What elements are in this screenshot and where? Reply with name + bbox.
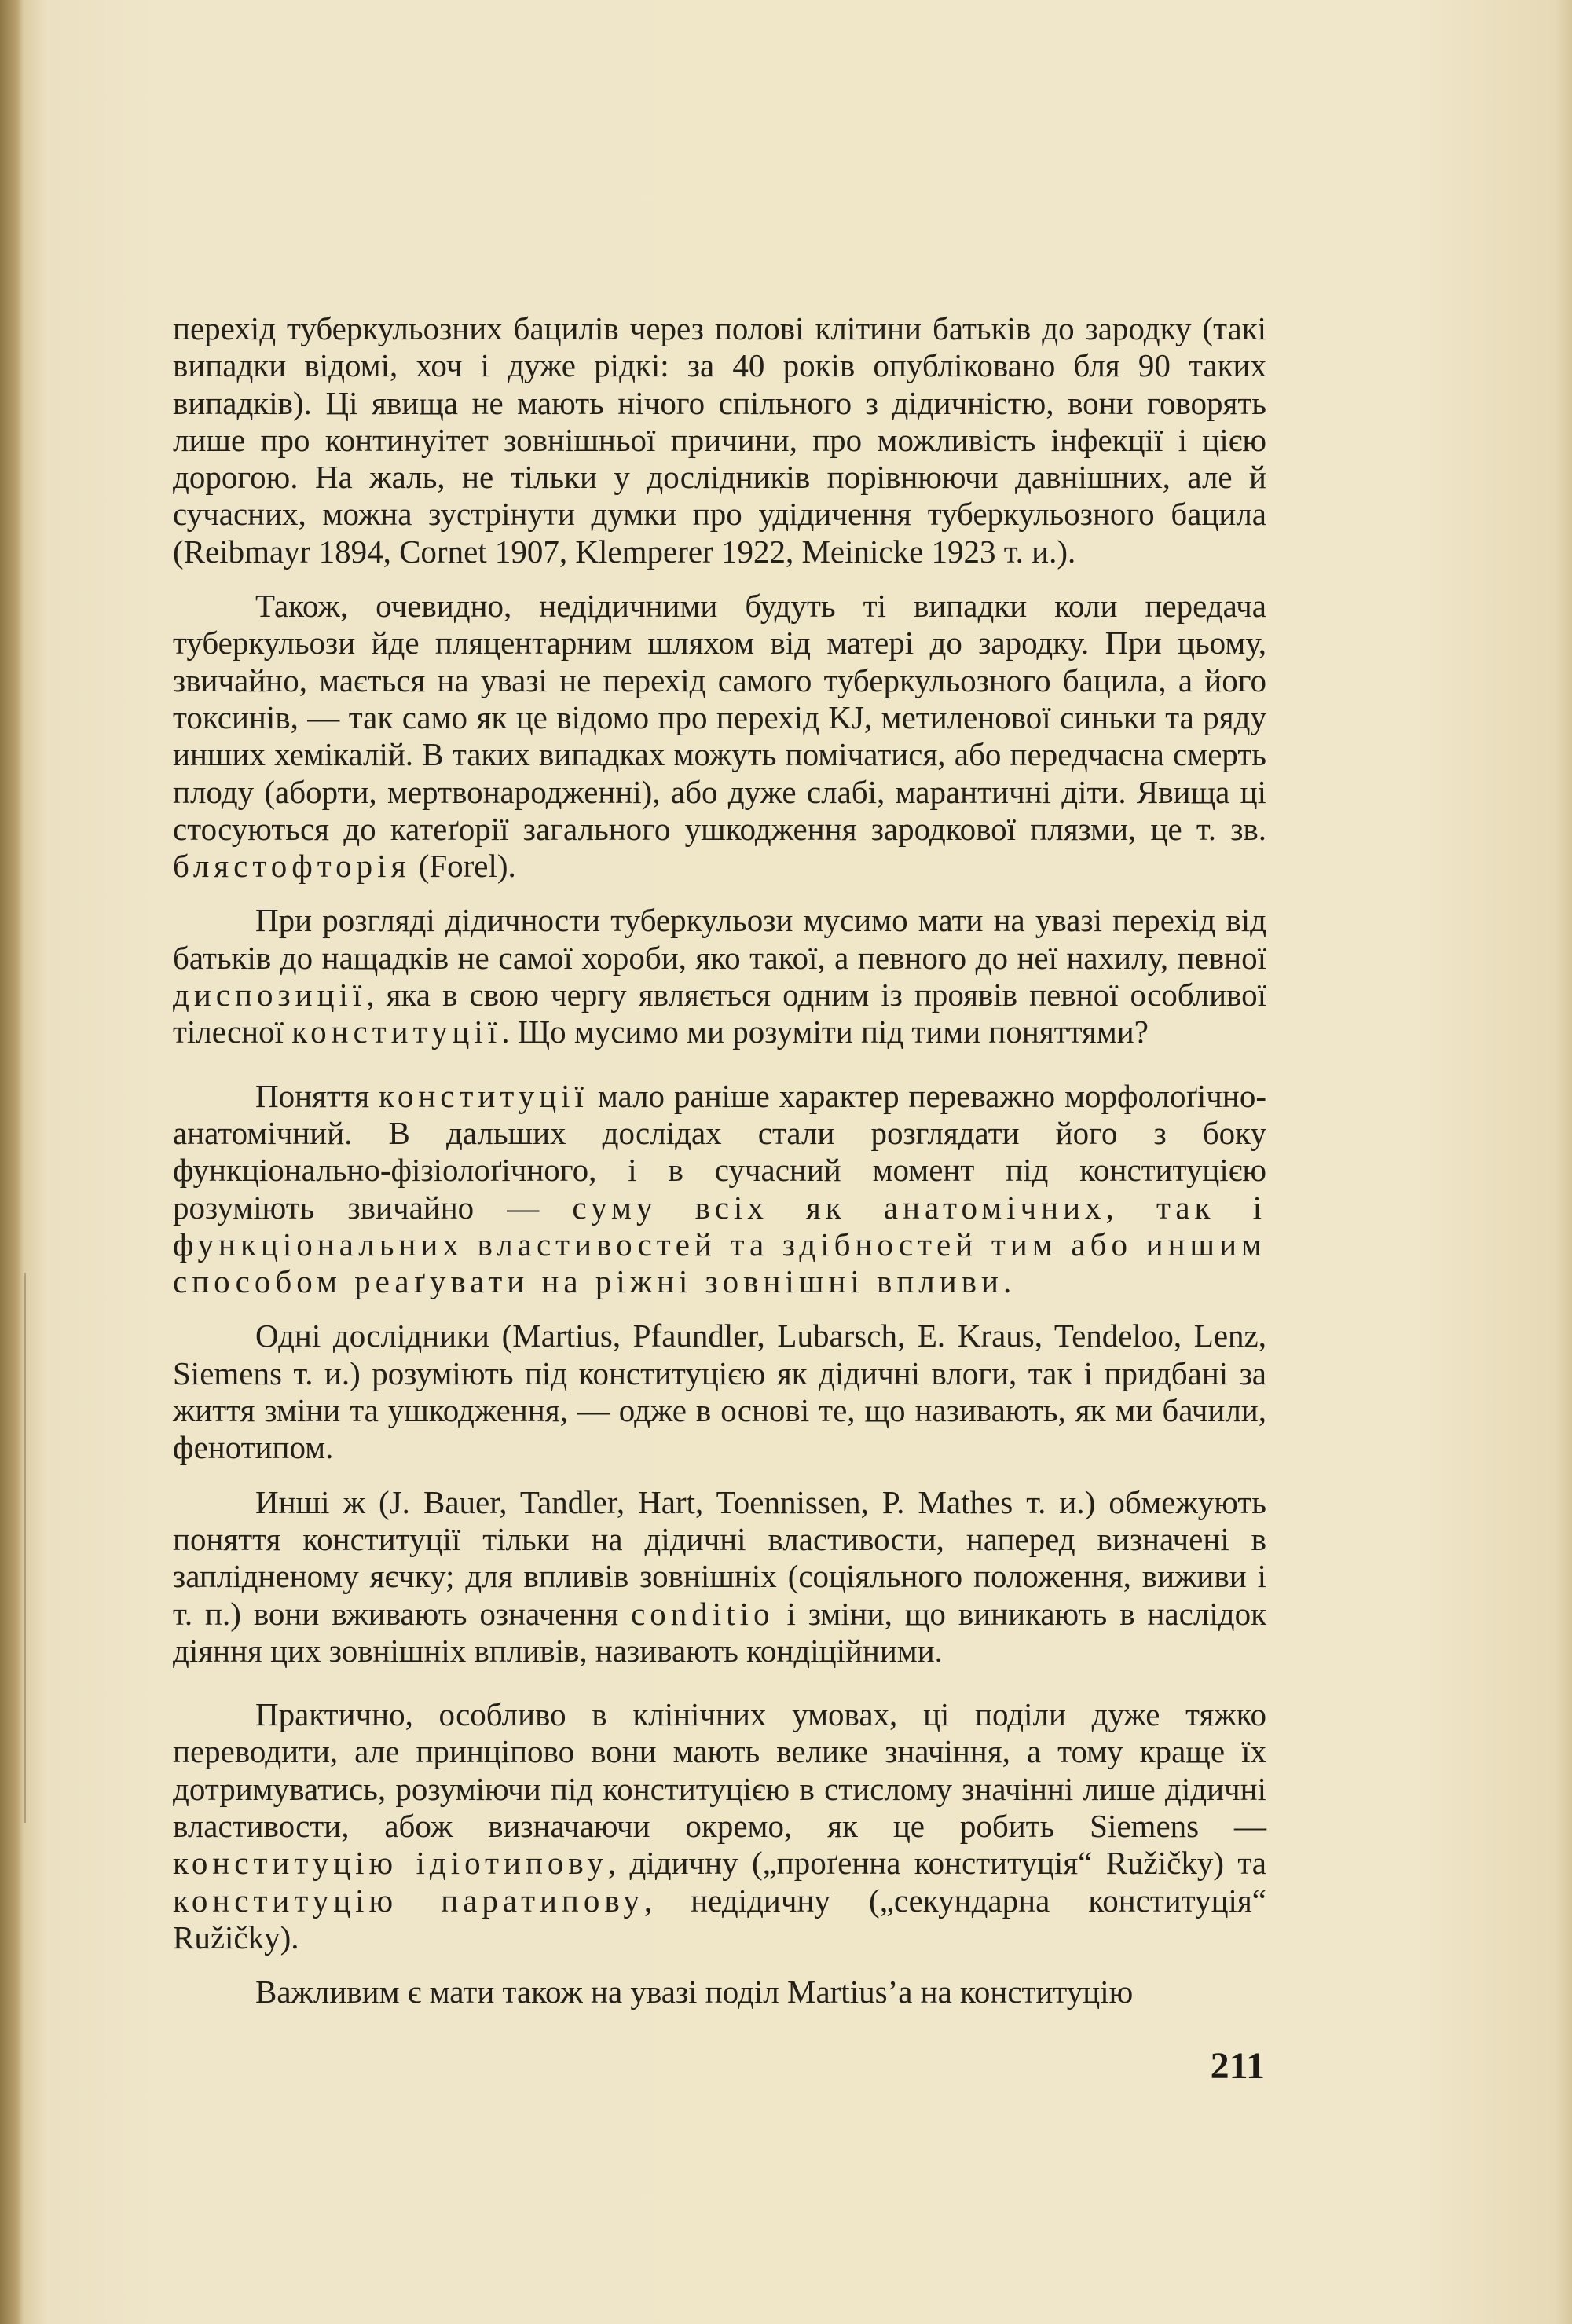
page-number: 211 xyxy=(1210,2045,1265,2087)
page-edge-mark xyxy=(24,1273,26,1823)
paragraph-2: Також, очевидно, недідичними будуть ті випадки коли передача туберкульози йде пляцентарним шляхом від матері до зародку. При цьому, звичайно, мається на увазі не перехід самого туберкульозного бацила, а його токсинів, — так само як це відомо про перехід KJ, метиленової синьки та ряду инших хемікалій. В таких випадках можуть помічатися, або передчасна смерть плоду (аборти, мертвонародженні), або дуже слабі, марантичні діти. Явища ці стосуються до катеґорії загального ушкодження зародкової плязми, це т. зв. блястофторія (Forel). xyxy=(173,588,1266,885)
paragraph-4: Поняття конституції мало раніше характер переважно морфолоґічно-анатомічний. В дальших дослідах стали розглядати його з боку функціонально-фізіолоґічного, і в сучасний момент під конституцією розуміють звичайно — суму всіх як анатомічних, так і функціональних властивостей та здібностей тим або иншим способом реаґувати на ріжні зовнішні впливи. xyxy=(173,1077,1266,1300)
binding-shadow xyxy=(0,0,24,2324)
paragraph-3: При розгляді дідичности туберкульози мусимо мати на увазі перехід від батьків до нащадків не самої хороби, яко такої, а певного до неї нахилу, певної диспозиції, яка в свою чергу являється одним із проявів певної особливої тілесної конституції. Що мусимо ми розуміти під тими поняттями? xyxy=(173,902,1266,1050)
paragraph-8: Важливим є мати також на увазі поділ Martius’a на конституцію xyxy=(255,1974,1134,2011)
paragraph-5: Одні дослідники (Martius, Pfaundler, Lubarsch, E. Kraus, Tendeloo, Lenz, Siemens т. и.) розуміють під конституцією як дідичні влоги, так і придбані за життя зміни та ушкодження, — одже в основі те, що називають, як ми бачили, фенотипом. xyxy=(173,1318,1266,1466)
body-text xyxy=(173,310,1266,2011)
paragraph-1: перехід туберкульозних бацилів через полові клітини батьків до зародку (такі випадки відомі, хоч і дуже рідкі: за 40 років опубліковано бля 90 таких випадків). Ці явища не мають нічого спільного з дідичністю, вони говорять лише про континуітет зовнішньої причини, про можливість інфекції і цією дорогою. На жаль, не тільки у дослідників порівнюючи давнішних, але й сучасних, можна зустрінути думки про удідичення туберкульозного бацила (Reibmayr 1894, Cornet 1907, Klemperer 1922, Meinicke 1923 т. и.). xyxy=(173,310,1266,570)
paragraph-6: Инші ж (J. Bauer, Tandler, Hart, Toennissen, P. Mathes т. и.) обмежують поняття конституції тільки на дідичні властивости, наперед визначені в заплідненому яєчку; для впливів зовнішніх (соціяльного положення, виживи і т. п.) вони вживають означення conditio і зміни, що виникають в наслідок діяння цих зовнішніх впливів, називають кондіційними. xyxy=(173,1483,1266,1669)
paragraph-7: Практично, особливо в клінічних умовах, ці поділи дуже тяжко переводити, але принціпово вони мають велике значіння, а тому краще їх дотримуватись, розуміючи під конституцією в стислому значінні лише дідичні властивости, абож визначаючи окремо, як це робить Siemens — конституцію ідіотипову, дідичну („проґенна конституція“ Ružičky) та конституцію паратипову, недідичну („секундарна конституція“ Ružičky). xyxy=(173,1696,1266,1956)
